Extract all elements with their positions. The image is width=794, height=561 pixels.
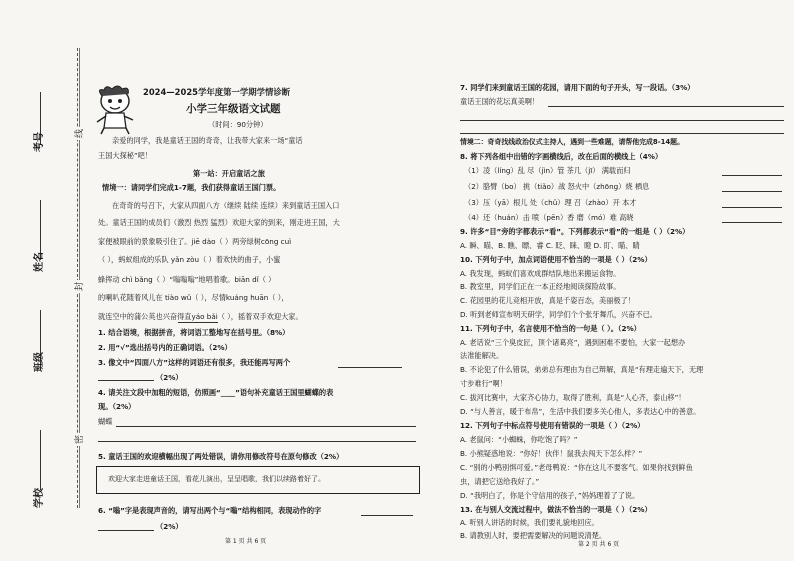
q12-option-c-cont: 虫，请把它送给我好了。” xyxy=(460,477,540,486)
q8-line-2[interactable] xyxy=(722,191,782,192)
q3-answer-line-a xyxy=(338,367,402,368)
q7-line-1[interactable] xyxy=(548,106,784,107)
q11-option-b-cont: 寸步难行”啊！ xyxy=(460,379,507,388)
q13-option-b: B. 请教别人时，要把需要解决的问题说清楚。 xyxy=(460,531,607,540)
question-7: 7. 同学们来到童话王国的花园，请用下面的句子开头，写一段话。（3%） xyxy=(460,83,695,92)
q11-option-c: C. 拔河比赛中，大家齐心协力，取得了胜利，真是“人心齐，泰山移”！ xyxy=(460,393,686,402)
passage-line-1: 在奇奇的号召下，大家从四面八方（继续 陆续 连续）来到童话王国入口 xyxy=(112,201,340,210)
scene-2: 情境二：奇奇找线政治仪式主持人，遇到一些难题，请帮他完成8-14题。 xyxy=(460,138,684,146)
q7-line-2[interactable] xyxy=(460,120,784,121)
mi-mark: 密 xyxy=(72,433,85,446)
passage-line-6: 的喇叭花随着风儿在 tiào wǔ（ ），尽情kuáng huān（ ）， xyxy=(98,293,289,302)
xingming-label: 姓名 xyxy=(34,252,45,272)
kaohao-label: 考号 xyxy=(34,132,45,152)
q11-option-a: A. 老话说“三个臭皮匠，顶个诸葛亮”，遇到困难不要怕，大家一起想办 xyxy=(460,338,686,347)
q12-option-a: A. 老鼠问：“小蜘蛛，你吃饱了吗？” xyxy=(460,435,578,444)
q9-options: A. 瞬、瞄、B. 瞧、瞟、睿 C. 眨、睐、瞪 D. 盯、瞄、睛 xyxy=(460,241,640,250)
exam-term-title: 2024—2025学年度第一学期学情诊断 xyxy=(143,87,291,97)
q8-line-1[interactable] xyxy=(722,175,782,176)
question-1: 1. 结合语境，根据拼音，将词语工整地写在括号里。（8%） xyxy=(98,328,290,337)
question-11: 11. 下列句子中，名言使用不恰当的一句是（ ）。（2%） xyxy=(460,324,641,333)
question-2: 2. 用“√”选出括号内的正确词语。（2%） xyxy=(98,343,232,352)
q12-option-b: B. 小熊疑惑地说：“你好！伙伴！鼠我去闯天下怎么样？” xyxy=(460,449,643,458)
intro-line-1: 亲爱的同学，我是童话王国的奇奇，让我带大家来一场“童话 xyxy=(112,136,303,145)
q8-row-1: （1）凌（líng）乱 尽（jìn）管 茶几（jī） 满载而归 xyxy=(464,166,631,175)
passage-line-4: （ ），蚂蚁组成的乐队 yǎn zòu（ ）着欢快的曲子，小蜜 xyxy=(98,255,281,264)
question-8: 8. 将下列各组中出错的字画横线后，改在后面的横线上（4%） xyxy=(460,152,663,161)
page-footer-left: 第 1 页 共 6 页 xyxy=(225,538,267,545)
q8-row-3: （3）压（yā）根儿 处（chǔ）理 召（zhào）开 本才 xyxy=(464,198,637,207)
q4-butterfly-label: 蝴蝶 xyxy=(98,417,113,426)
mascot-illustration xyxy=(92,84,138,136)
xingming-underline xyxy=(40,200,41,260)
q13-option-a: A. 听别人讲话的时候，我们要礼貌地回应。 xyxy=(460,518,599,527)
question-6: 6. “嗡”字是表现声音的，请写出两个与“嗡”结构相同，表现动作的字 xyxy=(98,506,322,515)
q10-option-a: A. 我发现，蚂蚁们喜欢成群结队地出来搬运食物。 xyxy=(460,269,621,278)
q12-option-c: C. “别的小鸭别惧可爱。”老母鸭说：“你在这儿不要客气。如果你找到鲜鱼 xyxy=(460,463,693,472)
q3-answer-line-b xyxy=(98,380,154,381)
passage-line-7: 就连空中的蒲公英也兴奋得直yáo bǎi（ ），摇着双手欢迎大家。 xyxy=(98,312,303,321)
intro-line-2: 王国大探秘”吧！ xyxy=(98,151,153,160)
q5-banner-text: 欢迎大家走进童话王国，看花儿演出，呈呈唱歌，我们以续路着好了。 xyxy=(108,475,325,483)
q11-option-d: D. “与人善言，暖于布帛”，生活中我们要多关心他人，多表达心中的善意。 xyxy=(460,407,701,416)
question-10: 10. 下列句子中，加点词语使用不恰当的一项是（ ）（2%） xyxy=(460,255,652,264)
xian-mark: 线 xyxy=(72,127,85,140)
exam-time: （时间：90分钟） xyxy=(208,120,268,129)
xuexiao-underline xyxy=(40,430,41,490)
banji-label: 班级 xyxy=(34,352,45,372)
q11-option-a-cont: 法准能解决。 xyxy=(460,351,504,360)
q7-line-3[interactable] xyxy=(460,133,784,134)
q8-line-3[interactable] xyxy=(722,207,782,208)
xuexiao-label: 学校 xyxy=(34,488,45,508)
question-6-score: （2%） xyxy=(156,522,183,531)
q7-sentence-start: 童话王国的花坛真美啊！ xyxy=(460,97,540,106)
passage-line-2: 处。童话王国的成员们（激烈 热烈 猛烈）欢迎大家的到来，刚走进王国，大 xyxy=(98,218,340,227)
question-13: 13. 在与别人交流过程中，做法不恰当的一项是（ ）（2%） xyxy=(460,505,652,514)
passage-underline xyxy=(178,322,218,323)
question-4: 4. 请关注文段中加粗的短语，仿照画“____”语句补充童话王国里蝴蝶的表 xyxy=(98,388,334,397)
exam-title: 小学三年级语文试题 xyxy=(186,103,281,115)
binding-margin xyxy=(0,0,92,561)
q10-option-b: B. 教室里，同学们正在一本正经地阅读探险故事。 xyxy=(460,282,621,291)
passage-line-5: 蜂挥动 chì bǎng（ ）“嗡嗡嗡”地唱着歌。biān dǐ（ ） xyxy=(98,275,276,284)
page-footer-right: 第 2 页 共 6 页 xyxy=(578,541,620,548)
question-3: 3. 像文中“四面八方”这样的词语还有很多，我还能再写两个 xyxy=(98,358,291,367)
q8-line-4[interactable] xyxy=(722,222,782,223)
q10-option-d: D. 听到老师宣布明天研学，同学们个个张牙舞爪，兴奋不已。 xyxy=(460,310,657,319)
question-4-cont: 现。（2%） xyxy=(98,402,136,411)
q12-option-d: D. “我明白了，你是个守信用的孩子，”妈妈理着了了说。 xyxy=(460,491,640,500)
passage-line-3: 家便被眼前的景象吸引住了。jiē dào（ ）两旁绿树cōng cuì xyxy=(98,237,292,246)
question-9: 9. 许多“目”旁的字都表示“看”。下列都表示“看”的一组是（ ）（2%） xyxy=(460,227,690,236)
question-3-score: （2%） xyxy=(156,373,183,382)
question-12: 12. 下列句子中标点符号使用有错误的一项是（ ）（2%） xyxy=(460,421,645,430)
q8-row-4: （4）还（huán）击 喷（pēn）香 磨（mó）难 高晓 xyxy=(464,213,634,222)
q8-row-2: （2）胳臂（bo） 挑（tiǎo）战 怒火中（zhōng）烧 栖息 xyxy=(464,182,650,191)
question-5: 5. 童话王国的欢迎横幅出现了两处错误，请你用修改符号在原句修改（2%） xyxy=(98,452,344,461)
q6-answer-line-a[interactable] xyxy=(361,515,413,516)
scene-1: 情境一：请同学们完成1-7题，我们获得童话王国门票。 xyxy=(102,183,281,192)
q4-answer-line-a[interactable] xyxy=(116,426,416,427)
q4-answer-line-b[interactable] xyxy=(98,441,416,442)
q10-option-c: C. 花园里的花儿竞相开放，真是千姿百态，美丽极了！ xyxy=(460,296,635,305)
station-1-heading: 第一站：开启童话之旅 xyxy=(193,169,265,178)
q6-answer-line-b[interactable] xyxy=(98,530,154,531)
feng-mark: 封 xyxy=(72,280,85,293)
q11-option-b: B. 不论犯了什么错误，弟弟总有理由为自己辩解，真是“有理走遍天下，无理 xyxy=(460,365,704,374)
